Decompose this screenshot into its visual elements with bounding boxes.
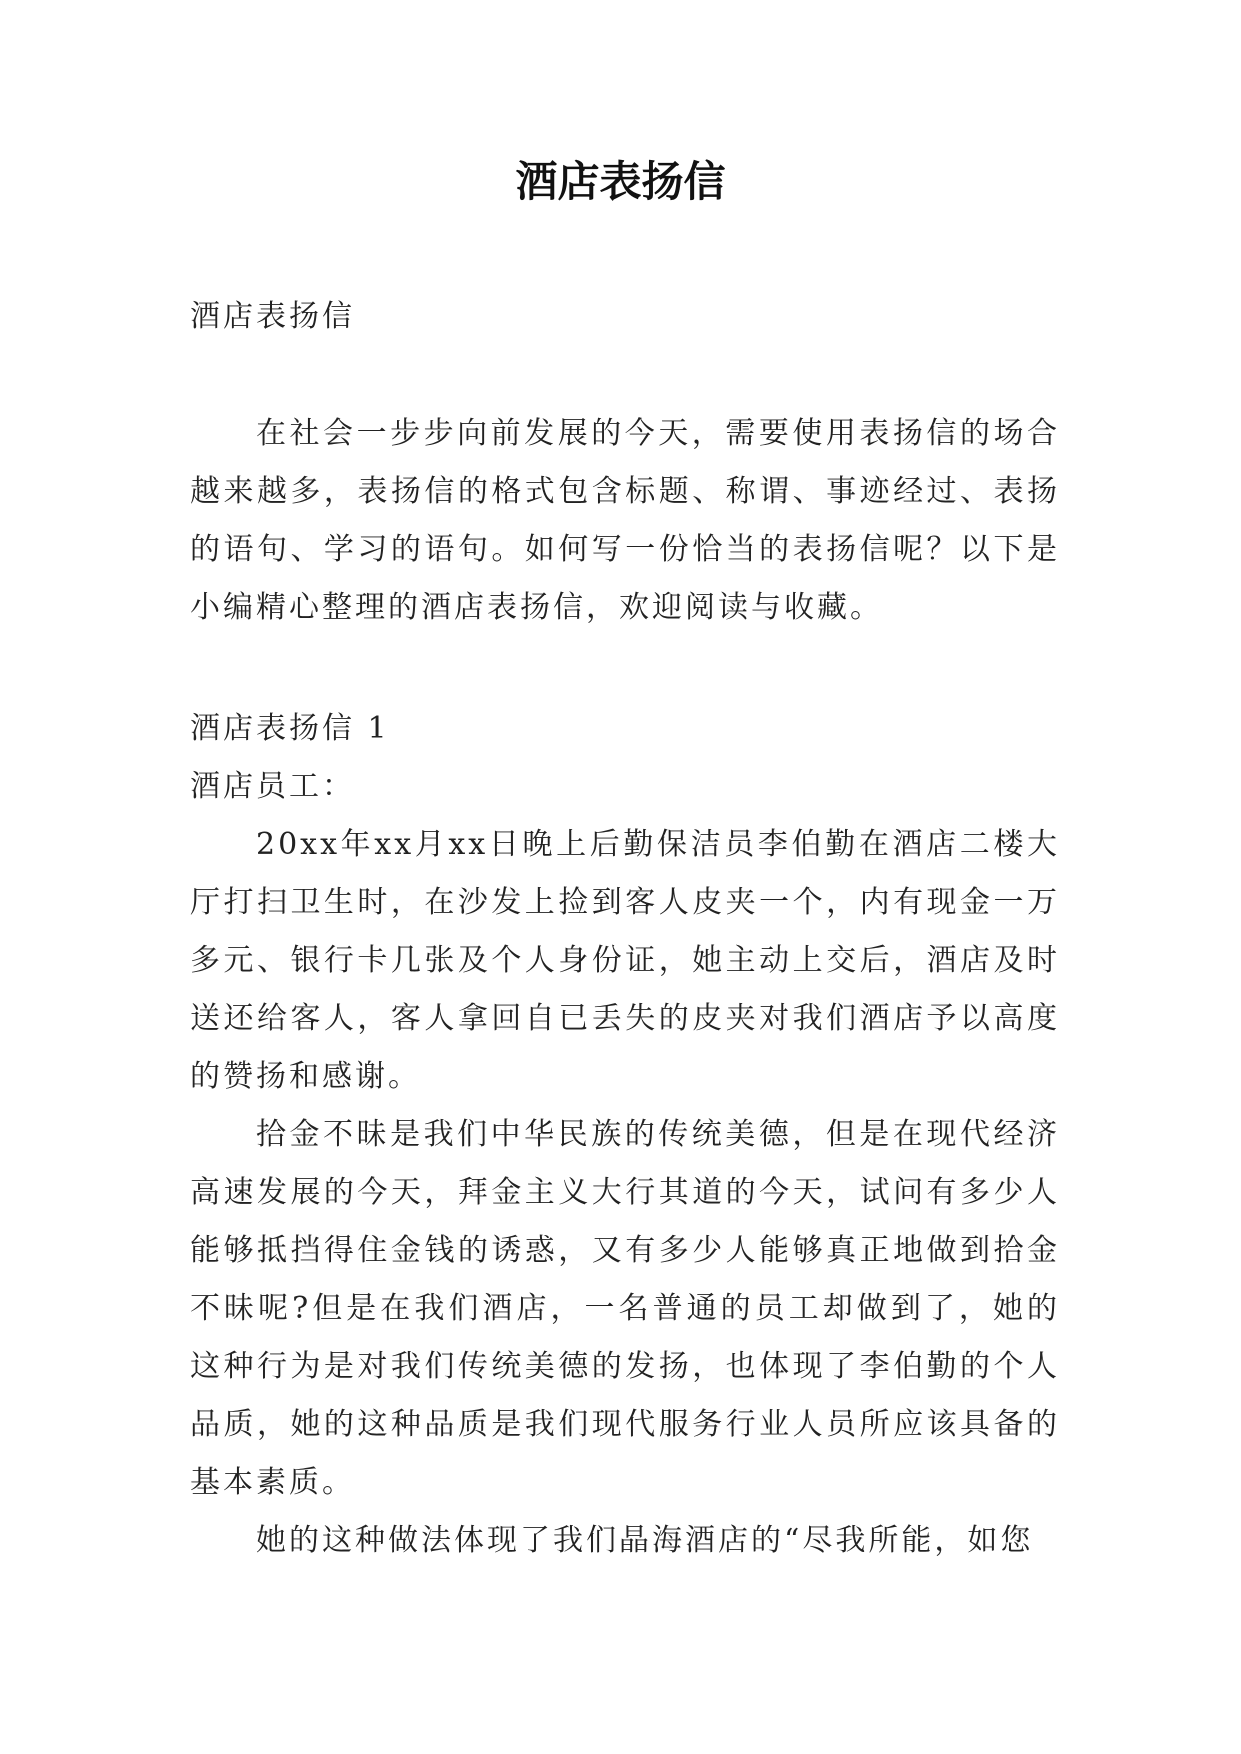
section-title: 酒店表扬信 1 [190, 711, 390, 746]
body-paragraph: 她的这种做法体现了我们晶海酒店的“尽我所能，如您 [256, 1523, 1034, 1558]
body-paragraph: 拾金不昧是我们中华民族的传统美德，但是在现代经济高速发展的今天，拜金主义大行其道的今天，试问有多少人能够抵挡得住金钱的诱惑，又有多少人能够真正地做到拾金不昧呢?但是在我们酒店，一名普通的员工却做到了，她的这种行为是对我们传统美德的发扬，也体现了李伯勤的个人品质，她的这种品质是我们现代服务行业人员所应该具备的基本素质。 [190, 1117, 1060, 1500]
salutation: 酒店员工： [190, 769, 355, 804]
body-paragraph: 20xx年xx月xx日晚上后勤保洁员李伯勤在酒店二楼大厅打扫卫生时，在沙发上捡到客人皮夹一个，内有现金一万多元、银行卡几张及个人身份证，她主动上交后，酒店及时送还给客人，客人拿回自已丢失的皮夹对我们酒店予以高度的赞扬和感谢。 [190, 827, 1060, 1094]
document-subtitle: 酒店表扬信 [190, 299, 355, 334]
intro-paragraph: 在社会一步步向前发展的今天，需要使用表扬信的场合越来越多，表扬信的格式包含标题、称谓、事迹经过、表扬的语句、学习的语句。如何写一份恰当的表扬信呢？以下是小编精心整理的酒店表扬信，欢迎阅读与收藏。 [190, 416, 1060, 625]
document-title: 酒店表扬信 [515, 157, 726, 206]
